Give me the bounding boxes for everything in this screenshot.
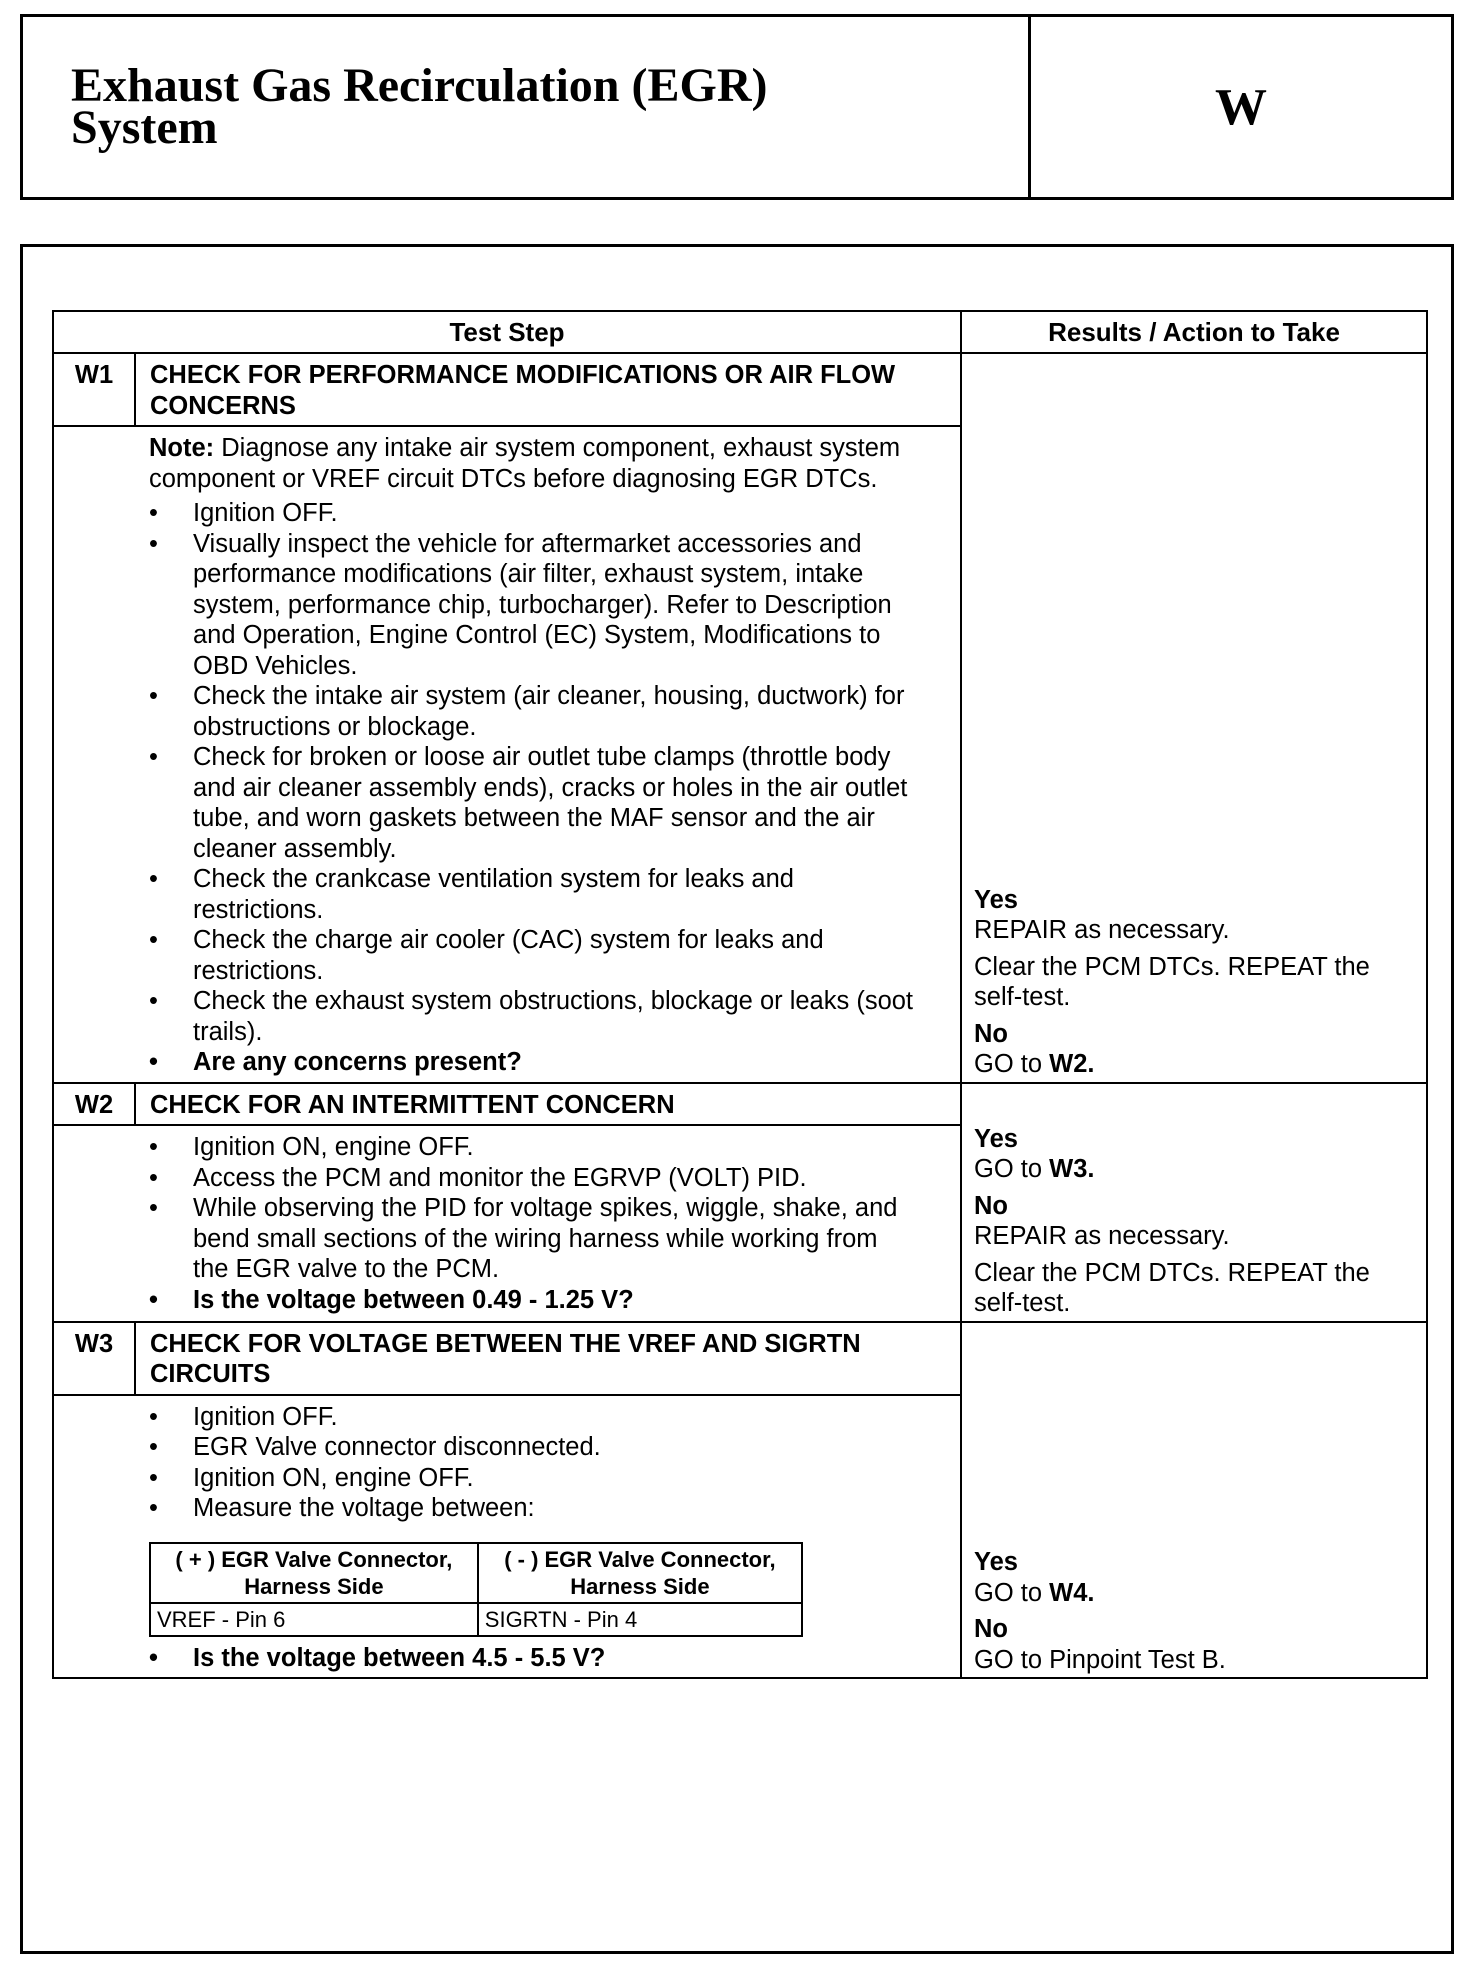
step-result: Yes GO to W4. No GO to Pinpoint Test B. <box>961 1322 1427 1679</box>
table-row <box>53 1083 1427 1126</box>
step-note: Note: Diagnose any intake air system component, exhaust system component or VREF circuit DTCs before diagnosing EGR DTCs. <box>149 434 901 493</box>
list-item: • Check the exhaust system obstructions, blockage or leaks (soot trails). <box>149 986 920 1047</box>
table-row <box>53 1322 1427 1395</box>
list-item: • Check the crankcase ventilation system for leaks and restrictions. <box>149 864 920 925</box>
list-item: • Visually inspect the vehicle for aftermarket accessories and performance modifications (air filter, exhaust system, intake system, performance chip, turbocharger). Refer to Description and Operation, Engine Control (EC) System, Modifications to OBD Vehicles. <box>149 529 920 682</box>
measure-header-negative: ( - ) EGR Valve Connector, Harness Side <box>478 1543 802 1603</box>
step-title: CHECK FOR PERFORMANCE MODIFICATIONS OR AIR FLOW CONCERNS <box>135 353 961 426</box>
list-item: • Check the charge air cooler (CAC) system for leaks and restrictions. <box>149 925 920 986</box>
list-item: • Ignition ON, engine OFF. <box>149 1463 920 1494</box>
table-header-row <box>53 311 1427 353</box>
list-item: • EGR Valve connector disconnected. <box>149 1432 920 1463</box>
step-body <box>135 1125 961 1321</box>
list-item: • Ignition OFF. <box>149 1402 920 1433</box>
list-item: • Check for broken or loose air outlet tube clamps (throttle body and air cleaner assembly ends), cracks or holes in the air outlet tube, and worn gaskets between the MAF sensor and the air cleaner assembly. <box>149 742 920 864</box>
step-question: • Are any concerns present? <box>149 1047 920 1078</box>
measure-value-negative: SIGRTN - Pin 4 <box>478 1603 802 1636</box>
step-question: • Is the voltage between 4.5 - 5.5 V? <box>149 1643 920 1674</box>
list-item: • Access the PCM and monitor the EGRVP (VOLT) PID. <box>149 1163 920 1194</box>
list-item: • Measure the voltage between: <box>149 1493 920 1524</box>
list-item: • While observing the PID for voltage spikes, wiggle, shake, and bend small sections of the wiring harness while working from the EGR valve to the PCM. <box>149 1193 920 1285</box>
measure-header-positive: ( + ) EGR Valve Connector, Harness Side <box>150 1543 478 1603</box>
list-item: • Ignition ON, engine OFF. <box>149 1132 920 1163</box>
step-result: Yes REPAIR as necessary. Clear the PCM DTCs. REPEAT the self-test. No GO to W2. <box>961 353 1427 1083</box>
step-id: W1 <box>53 353 135 426</box>
page-title: Exhaust Gas Recirculation (EGR) System <box>71 59 768 154</box>
document-header <box>20 14 1454 200</box>
step-question: • Is the voltage between 0.49 - 1.25 V? <box>149 1285 920 1316</box>
step-title: CHECK FOR AN INTERMITTENT CONCERN <box>135 1083 961 1126</box>
measure-value-positive: VREF - Pin 6 <box>150 1603 478 1636</box>
list-item: • Ignition OFF. <box>149 498 920 529</box>
test-step-table <box>52 310 1428 1679</box>
list-item: • Check the intake air system (air cleaner, housing, ductwork) for obstructions or blockage. <box>149 681 920 742</box>
col-header-result: Results / Action to Take <box>961 311 1427 353</box>
step-id: W3 <box>53 1322 135 1395</box>
section-code: W <box>1215 78 1267 136</box>
step-body <box>135 426 961 1083</box>
step-result: Yes GO to W3. No REPAIR as necessary. Clear the PCM DTCs. REPEAT the self-test. <box>961 1083 1427 1322</box>
step-id: W2 <box>53 1083 135 1126</box>
step-title: CHECK FOR VOLTAGE BETWEEN THE VREF AND SIGRTN CIRCUITS <box>135 1322 961 1395</box>
step-body <box>135 1395 961 1679</box>
col-header-step: Test Step <box>53 311 961 353</box>
measurement-table <box>149 1542 803 1637</box>
table-row <box>53 353 1427 426</box>
